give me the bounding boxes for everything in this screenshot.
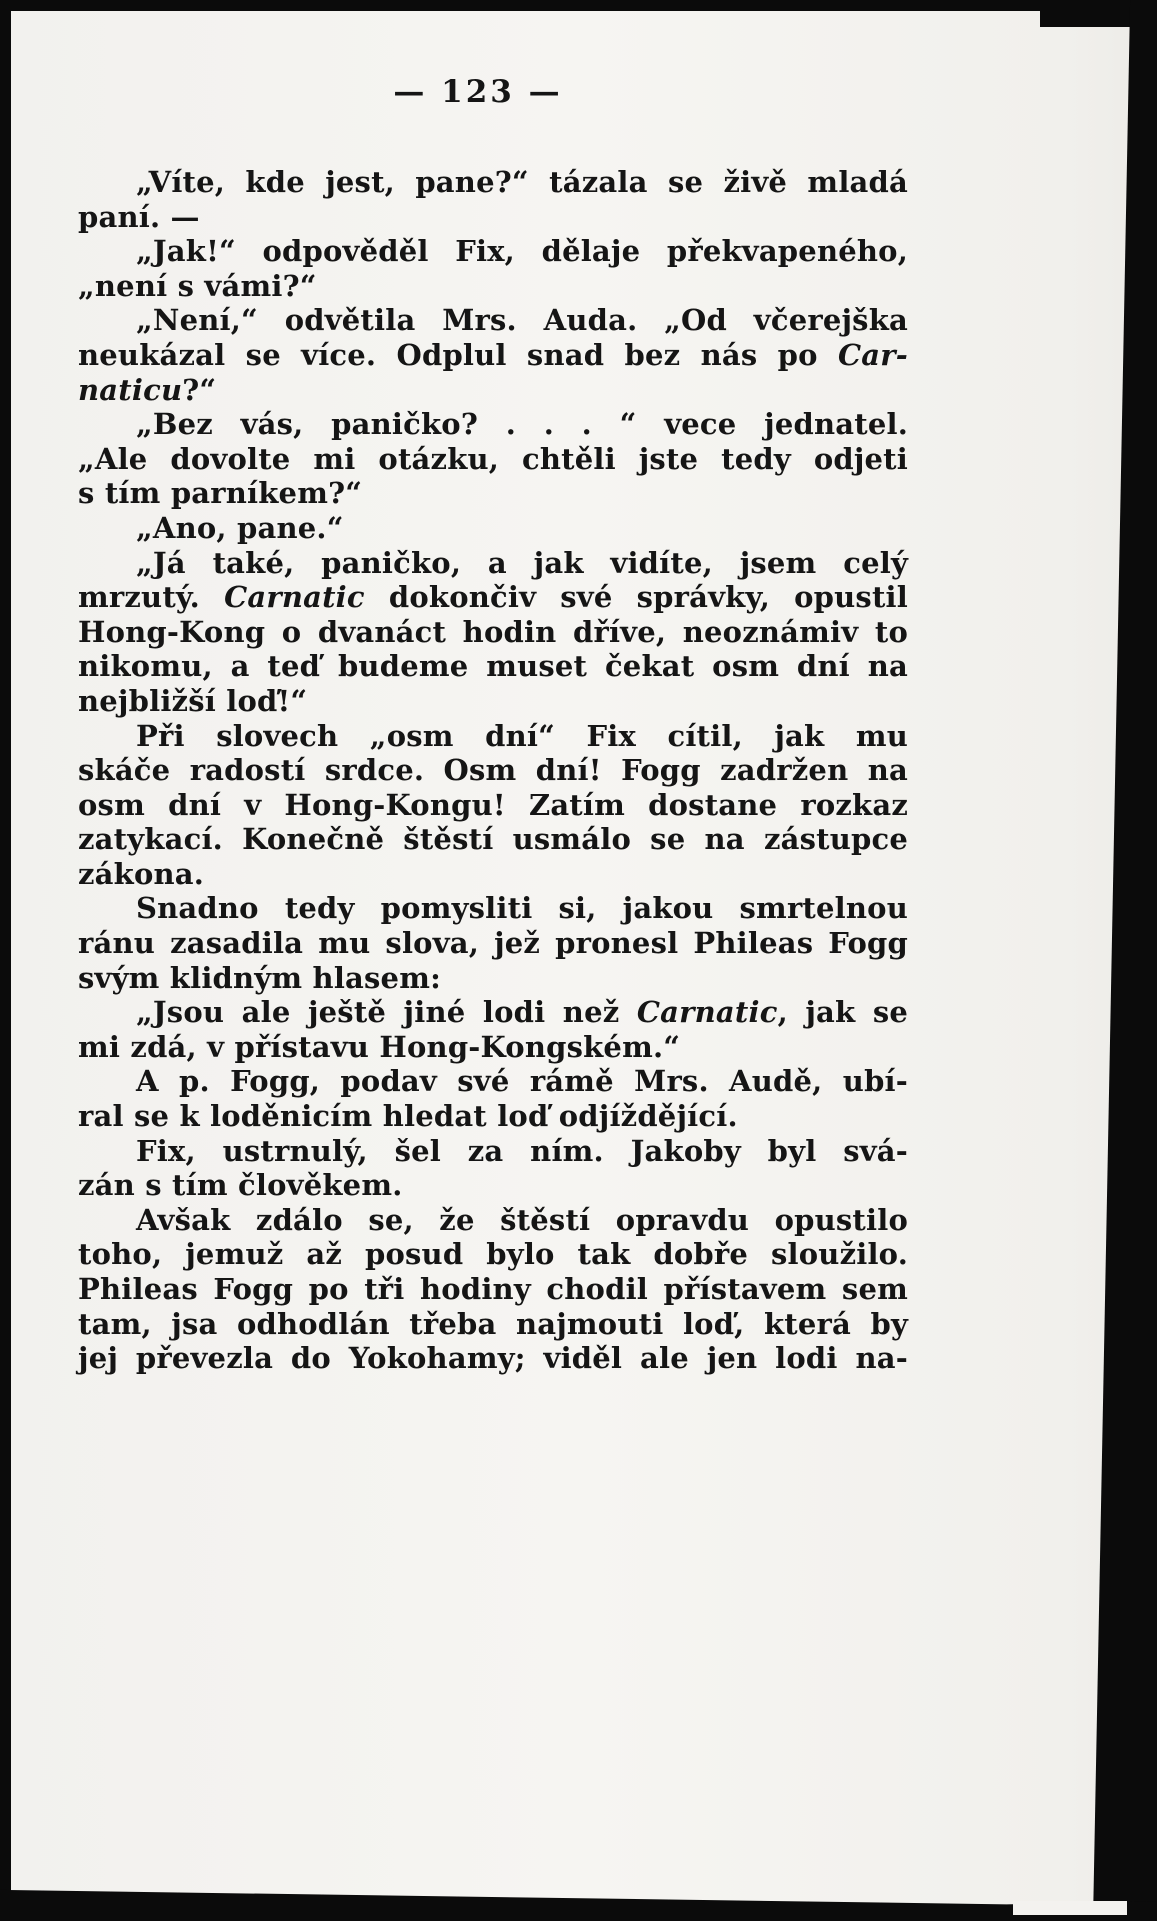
text-line bbox=[78, 1099, 908, 1134]
text-segment: „Ano, pane.“ bbox=[136, 510, 344, 545]
scan-border-bottom bbox=[0, 1884, 1157, 1921]
text-segment: Phileas Fogg po tři hodiny chodil přístavem sem bbox=[78, 1272, 908, 1306]
text-segment: , jak se bbox=[777, 995, 908, 1030]
text-line bbox=[78, 200, 908, 235]
text-segment: osm dní v Hong-Kongu! Zatím dostane rozkaz bbox=[78, 787, 908, 822]
text-segment: skáče radostí srdce. Osm dní! Fogg zadržen na bbox=[78, 753, 908, 788]
scan-border-left bbox=[0, 0, 11, 1921]
text-line bbox=[78, 476, 908, 511]
text-segment: mi zdá, v přístavu Hong-Kongském.“ bbox=[78, 1029, 681, 1064]
text-segment: zákona. bbox=[78, 856, 205, 891]
text-line bbox=[78, 822, 908, 857]
text-segment: toho, jemuž až posud bylo tak dobře sloužilo. bbox=[78, 1237, 908, 1272]
text-segment: „není s vámi?“ bbox=[78, 268, 317, 303]
text-segment: ?“ bbox=[182, 372, 217, 407]
text-line bbox=[78, 649, 908, 684]
text-segment: „Bez vás, paničko? . . . “ vece jednatel. bbox=[136, 407, 908, 442]
text-segment-italic: Carnatic bbox=[636, 995, 778, 1030]
text-segment: Hong-Kong o dvanáct hodin dříve, neoznámiv to bbox=[78, 614, 908, 649]
text-line bbox=[78, 580, 908, 615]
text-line bbox=[78, 407, 908, 442]
text-line bbox=[78, 926, 908, 961]
text-line bbox=[78, 165, 908, 200]
text-segment: tam, jsa odhodlán třeba najmouti loď, která by bbox=[78, 1306, 908, 1341]
text-line bbox=[78, 338, 908, 373]
text-segment: Fix, ustrnulý, šel za ním. Jakoby byl svá- bbox=[136, 1133, 908, 1168]
text-line bbox=[78, 961, 908, 996]
text-line bbox=[78, 788, 908, 823]
text-line bbox=[78, 1064, 908, 1099]
text-segment: A p. Fogg, podav své rámě Mrs. Audě, ubí- bbox=[136, 1064, 908, 1099]
scan-gap-bottom-right bbox=[1013, 1901, 1127, 1915]
text-line bbox=[78, 684, 908, 719]
text-line bbox=[78, 1307, 908, 1342]
text-segment: „Ale dovolte mi otázku, chtěli jste tedy odjeti bbox=[78, 441, 908, 476]
text-segment-italic: Car- bbox=[838, 337, 908, 372]
text-line bbox=[78, 1203, 908, 1238]
text-line bbox=[78, 719, 908, 754]
text-segment: Při slovech „osm dní“ Fix cítil, jak mu bbox=[136, 718, 908, 753]
text-segment: „Já také, paničko, a jak vidíte, jsem celý bbox=[136, 545, 908, 580]
text-line bbox=[78, 1341, 908, 1376]
scan-border-right bbox=[1093, 0, 1157, 1921]
text-line bbox=[78, 615, 908, 650]
text-line bbox=[78, 1168, 908, 1203]
page-number: — 123 — bbox=[393, 74, 563, 110]
text-segment: „Jak!“ odpověděl Fix, dělaje překvapeného, bbox=[136, 234, 908, 269]
text-line bbox=[78, 442, 908, 477]
text-segment: s tím parníkem?“ bbox=[78, 476, 363, 511]
text-line bbox=[78, 995, 908, 1030]
text-segment: Snadno tedy pomysliti si, jakou smrtelnou bbox=[136, 891, 908, 926]
text-segment: ral se k loděnicím hledat loď odjíždějící. bbox=[78, 1099, 738, 1134]
scan-border-top bbox=[0, 0, 1157, 11]
text-segment: nikomu, a teď budeme muset čekat osm dní na bbox=[78, 649, 908, 684]
text-line bbox=[78, 753, 908, 788]
text-segment: „Víte, kde jest, pane?“ tázala se živě mladá bbox=[136, 165, 908, 199]
text-segment: Avšak zdálo se, že štěstí opravdu opustilo bbox=[136, 1202, 908, 1237]
text-segment: zatykací. Konečně štěstí usmálo se na zástupce bbox=[78, 822, 908, 857]
text-segment: zán s tím člověkem. bbox=[78, 1168, 403, 1203]
text-line bbox=[78, 234, 908, 269]
text-segment: svým klidným hlasem: bbox=[78, 960, 441, 995]
text-segment: jej převezla do Yokohamy; viděl ale jen lodi na- bbox=[78, 1341, 908, 1376]
text-segment: neukázal se více. Odplul snad bez nás po bbox=[78, 337, 838, 372]
text-segment: „Jsou ale ještě jiné lodi než bbox=[136, 995, 637, 1030]
text-line bbox=[78, 857, 908, 892]
text-line bbox=[78, 891, 908, 926]
text-line bbox=[78, 373, 908, 408]
text-segment-italic: Carnatic bbox=[224, 580, 365, 615]
text-line bbox=[78, 1237, 908, 1272]
text-line bbox=[78, 1030, 908, 1065]
text-segment: paní. — bbox=[78, 199, 200, 234]
text-segment: ránu zasadila mu slova, jež pronesl Phileas Fogg bbox=[78, 926, 908, 961]
text-line bbox=[78, 303, 908, 338]
text-segment: dokončiv své správky, opustil bbox=[364, 580, 908, 615]
body-text bbox=[78, 165, 908, 1376]
text-line bbox=[78, 1134, 908, 1169]
text-line bbox=[78, 546, 908, 581]
text-segment: „Není,“ odvětila Mrs. Auda. „Od včerejška bbox=[136, 303, 908, 338]
text-line bbox=[78, 1272, 908, 1307]
text-line bbox=[78, 269, 908, 304]
text-segment: mrzutý. bbox=[78, 580, 225, 615]
text-segment-italic: naticu bbox=[78, 372, 183, 407]
text-line bbox=[78, 511, 908, 546]
text-segment: nejbližší loď!“ bbox=[78, 683, 308, 718]
